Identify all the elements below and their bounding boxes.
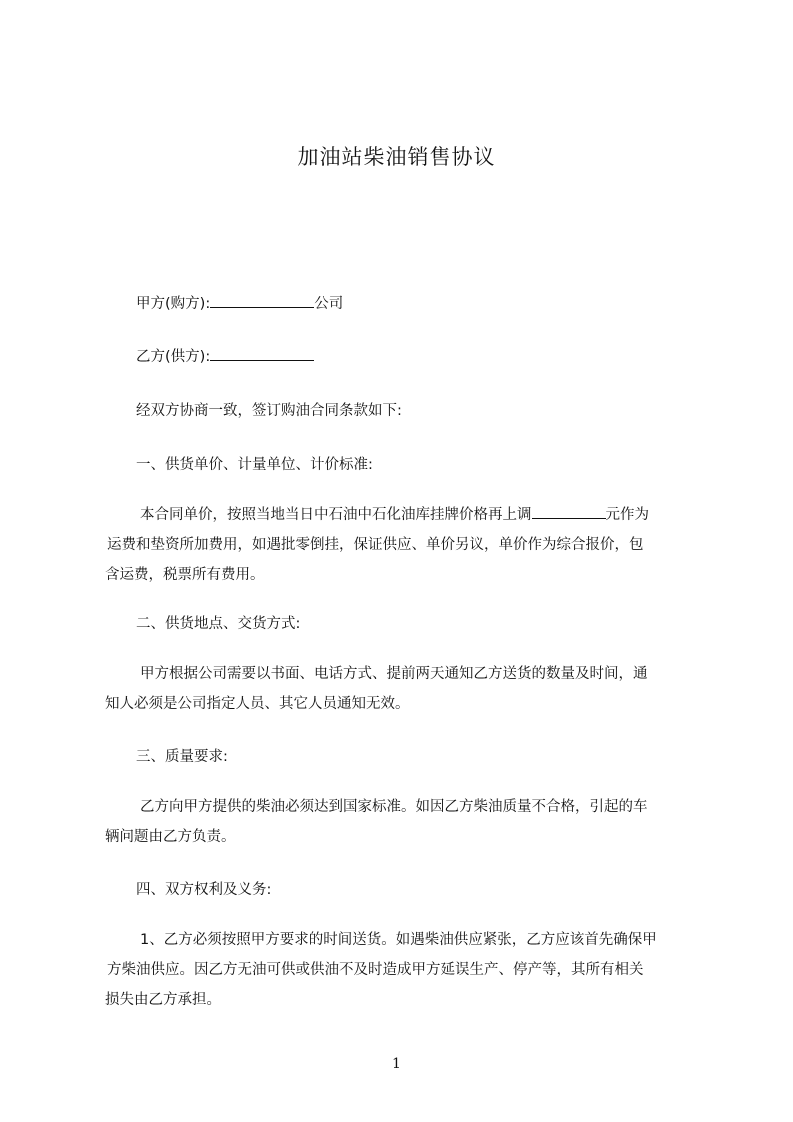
section4-line3: 损失由乙方承担。	[105, 992, 221, 1008]
intro-text: 经双方协商一致，签订购油合同条款如下:	[136, 403, 402, 419]
party-a-line	[136, 292, 343, 313]
party-b-label: 乙方(供方):	[136, 349, 211, 365]
section2-line1: 甲方根据公司需要以书面、电话方式、提前两天通知乙方送货的数量及时间，通	[140, 666, 648, 682]
page-number: 1	[392, 1056, 401, 1072]
party-a-blank	[210, 293, 314, 308]
section3-heading: 三、质量要求:	[136, 749, 228, 765]
section3-line1: 乙方向甲方提供的柴油必须达到国家标准。如因乙方柴油质量不合格，引起的车	[140, 799, 648, 815]
section3-line2: 辆问题由乙方负责。	[105, 829, 236, 845]
section1-line1	[105, 500, 705, 530]
section1-line2: 运费和垫资所加费用，如遇批零倒挂，保证供应、单价另议，单价作为综合报价，包	[107, 537, 644, 553]
section2-heading: 二、供货地点、交货方式:	[136, 616, 301, 632]
section4-body	[105, 925, 705, 1015]
party-b-blank	[210, 346, 314, 361]
section1-body	[105, 500, 705, 590]
section1-line1-after: 元作为	[605, 507, 649, 523]
section3-body	[105, 792, 705, 852]
document-title: 加油站柴油销售协议	[297, 145, 496, 169]
section2-body	[105, 659, 705, 719]
party-a-suffix: 公司	[314, 296, 344, 312]
section4-line1: 1、乙方必须按照甲方要求的时间送货。如遇柴油供应紧张，乙方应该首先确保甲	[140, 932, 657, 948]
section4-heading: 四、双方权利及义务:	[136, 882, 272, 898]
party-b-line	[136, 345, 314, 366]
section1-line1-before: 本合同单价，按照当地当日中石油中石化油库挂牌价格再上调	[140, 507, 532, 523]
section2-line2: 知人必须是公司指定人员、其它人员通知无效。	[105, 696, 410, 712]
section4-line2: 方柴油供应。因乙方无油可供或供油不及时造成甲方延误生产、停产等，其所有相关	[107, 962, 644, 978]
party-a-label: 甲方(购方):	[136, 296, 211, 312]
section1-line3: 含运费，税票所有费用。	[105, 567, 265, 583]
section1-heading: 一、供货单价、计量单位、计价标准:	[136, 457, 373, 473]
price-adjust-blank	[532, 504, 606, 519]
